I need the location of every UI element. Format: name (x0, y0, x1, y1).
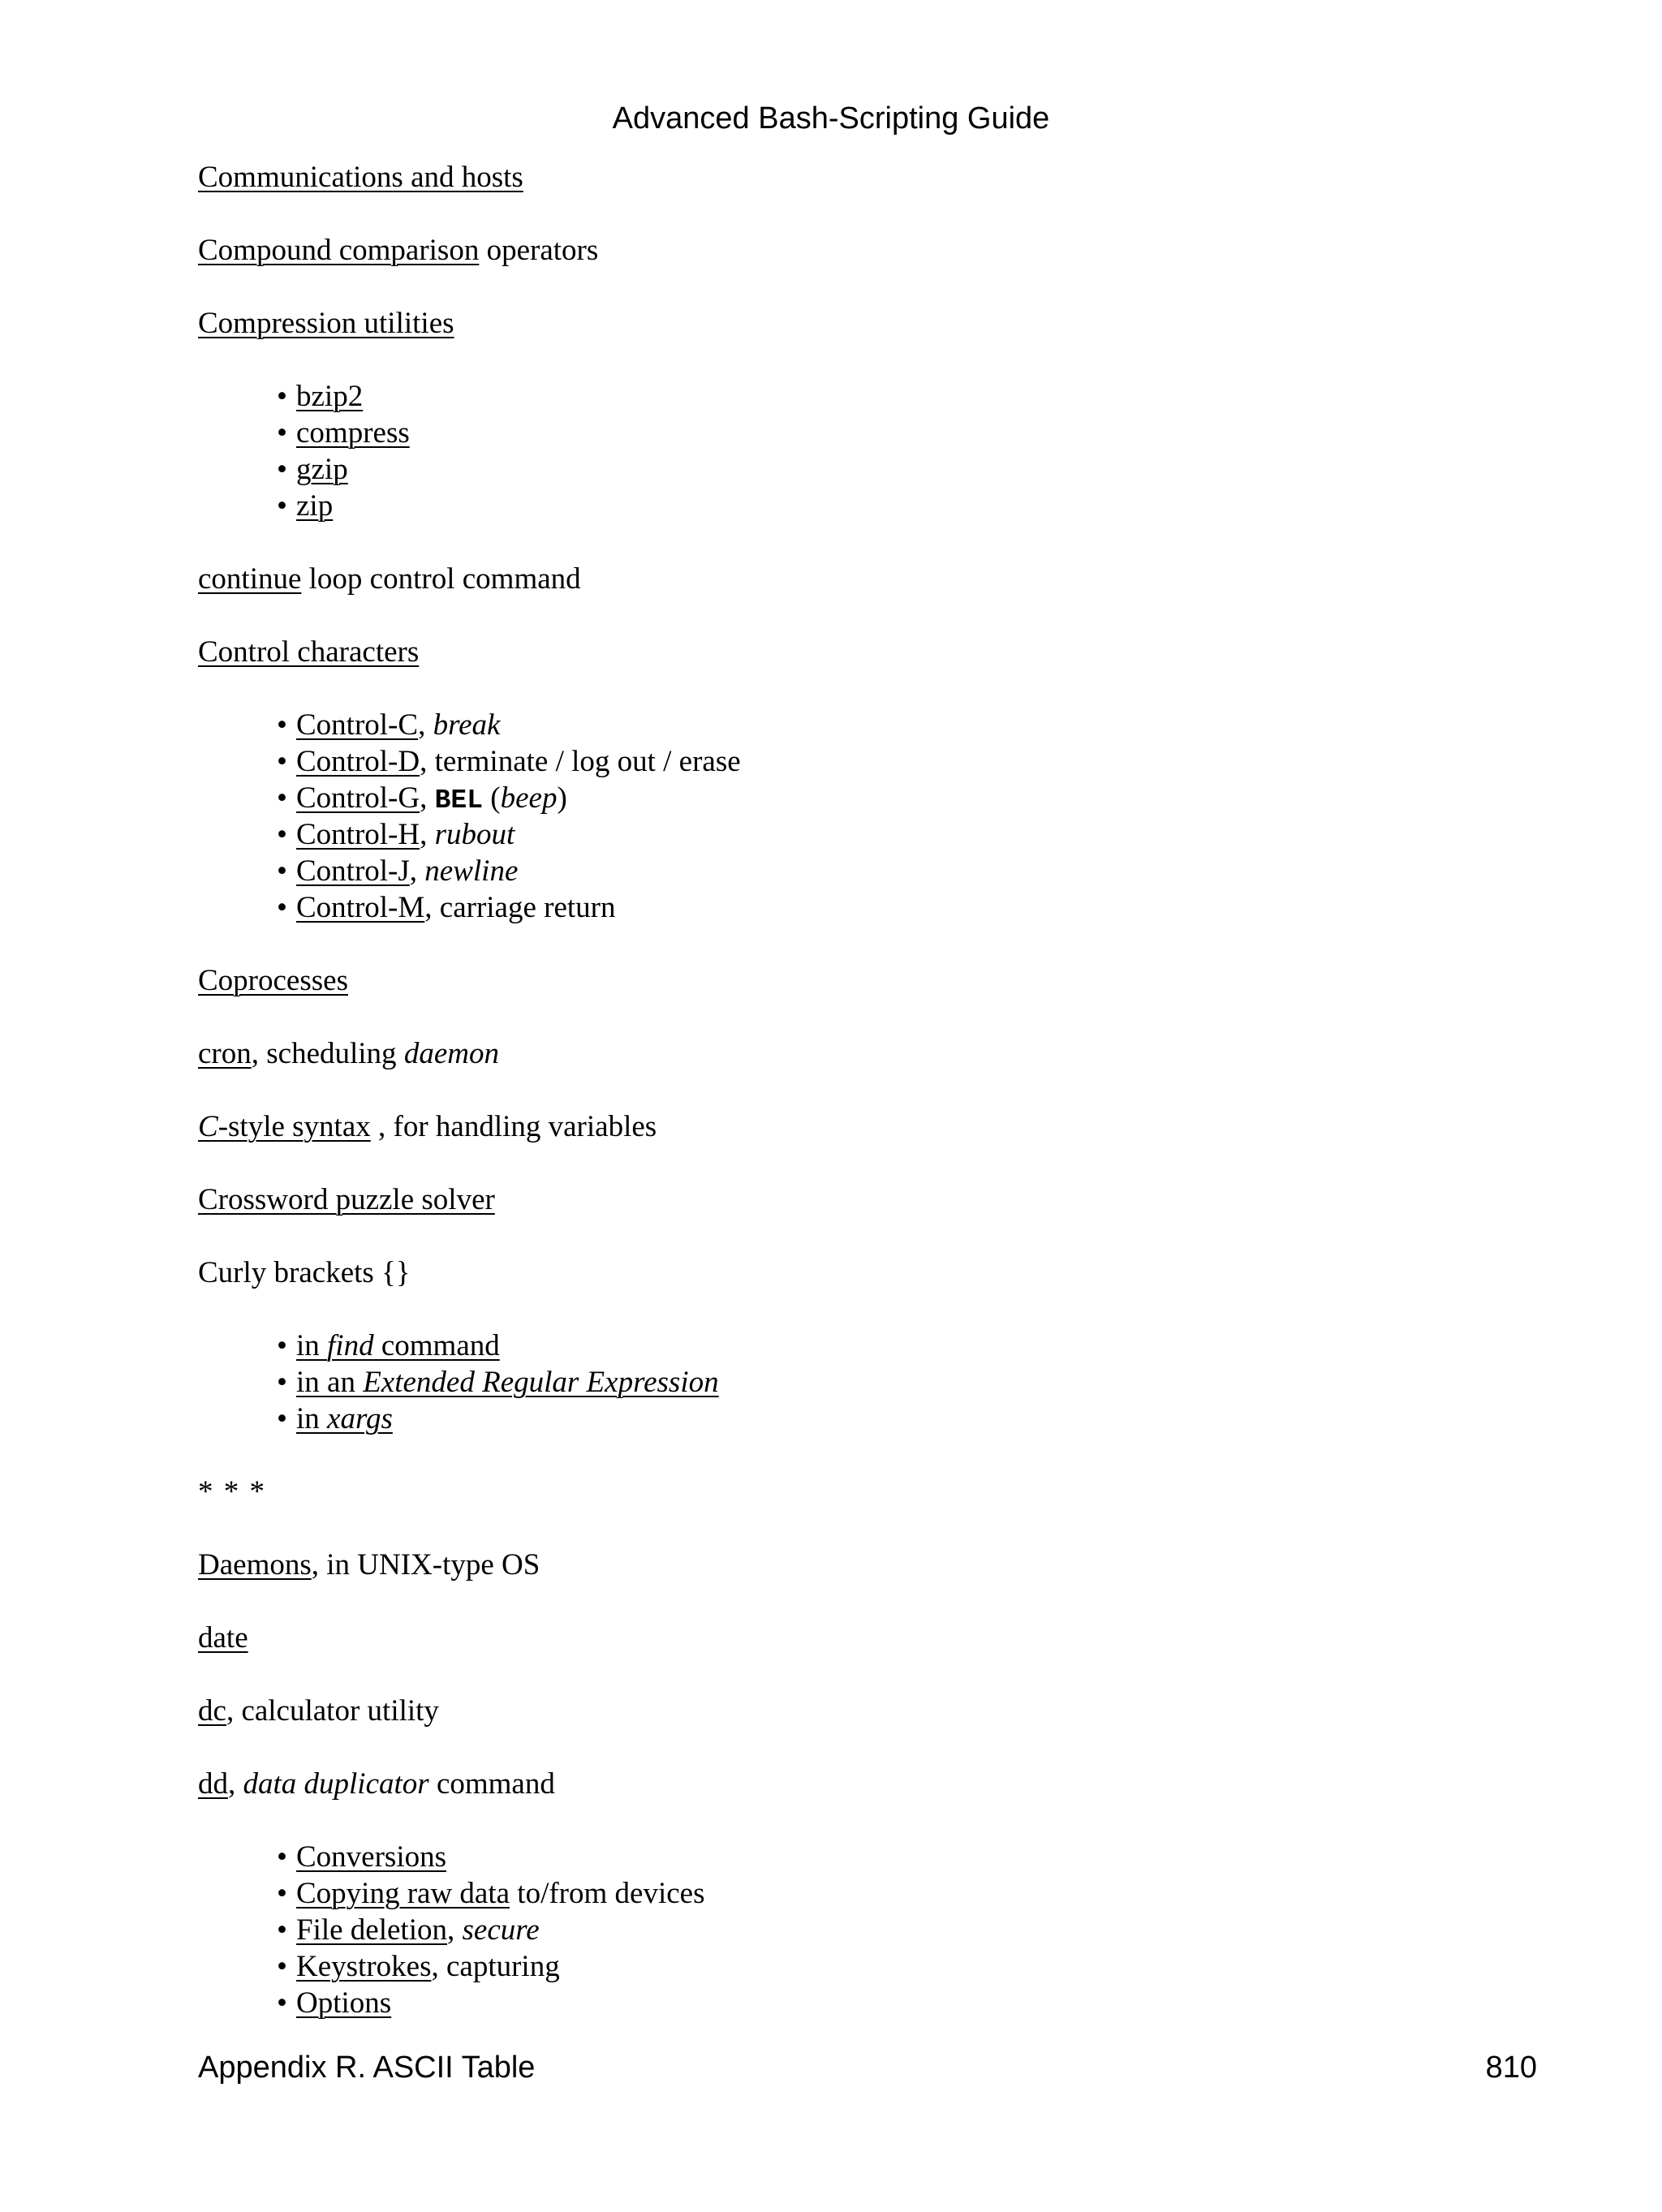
dd-options-link[interactable]: Options (296, 1986, 392, 2020)
curly-brackets-sublist (198, 1328, 1545, 1437)
list-item (277, 1985, 1545, 2021)
link-prefix: in (296, 1402, 328, 1435)
list-item (277, 707, 1545, 743)
daemons-text: , in UNIX-type OS (311, 1548, 540, 1582)
index-entry-crossword (198, 1181, 1545, 1218)
index-entry-control-characters (198, 634, 1545, 670)
separator-text: , (418, 708, 433, 742)
list-item (277, 378, 1545, 415)
dd-deletion-em: secure (462, 1913, 540, 1947)
paren-open: ( (483, 781, 501, 815)
coprocesses-link[interactable]: Coprocesses (198, 964, 348, 997)
dd-copying-text: to/from devices (510, 1877, 705, 1910)
bullet-icon: • (277, 745, 287, 778)
dd-deletion-link[interactable]: File deletion (296, 1913, 447, 1947)
index-entry-compound-comparison (198, 232, 1545, 269)
index-entry-coprocesses (198, 962, 1545, 999)
bullet-icon: • (277, 1986, 287, 2020)
bullet-icon: • (277, 1913, 287, 1947)
c-style-syntax-link[interactable] (198, 1110, 371, 1143)
dc-link[interactable]: dc (198, 1694, 226, 1728)
cron-link[interactable]: cron (198, 1037, 252, 1070)
c-letter: C (198, 1110, 218, 1143)
list-item (277, 488, 1545, 524)
list-item (277, 1839, 1545, 1875)
bel-code: BEL (434, 785, 484, 816)
curly-find-link[interactable] (296, 1329, 500, 1362)
dd-copying-link[interactable]: Copying raw data (296, 1877, 510, 1910)
dc-text: , calculator utility (226, 1694, 439, 1728)
control-h-link[interactable]: Control-H (296, 818, 420, 851)
bullet-icon: • (277, 1840, 287, 1874)
list-item (277, 1401, 1545, 1437)
dd-em: data duplicator (243, 1767, 429, 1801)
bullet-icon: • (277, 1402, 287, 1435)
paren-close: ) (557, 781, 567, 815)
list-item (277, 1948, 1545, 1985)
index-entry-compression (198, 305, 1545, 342)
control-j-link[interactable]: Control-J (296, 854, 410, 888)
continue-text: loop control command (301, 562, 581, 596)
bullet-icon: • (277, 453, 287, 486)
index-entry-dc (198, 1693, 1545, 1729)
list-item (277, 816, 1545, 853)
control-c-link[interactable]: Control-C (296, 708, 419, 742)
bullet-icon: • (277, 1877, 287, 1910)
control-h-desc: rubout (434, 818, 515, 851)
list-item (277, 1364, 1545, 1401)
index-entry-daemons (198, 1547, 1545, 1583)
footer-section: Appendix R. ASCII Table (198, 2051, 536, 2085)
communications-link[interactable]: Communications and hosts (198, 161, 523, 194)
separator-text: , (420, 781, 435, 815)
separator-text: , (228, 1767, 243, 1801)
index-entry-c-style (198, 1108, 1545, 1145)
bullet-icon: • (277, 708, 287, 742)
compression-utilities-link[interactable]: Compression utilities (198, 307, 454, 340)
cron-text: , scheduling (251, 1037, 404, 1070)
dd-text: command (428, 1767, 555, 1801)
c-style-label: -style syntax (217, 1110, 371, 1143)
control-d-link[interactable]: Control-D (296, 745, 420, 778)
control-characters-link[interactable]: Control characters (198, 635, 420, 669)
dd-sublist (198, 1839, 1545, 2021)
compound-comparison-link[interactable]: Compound comparison (198, 234, 480, 267)
bullet-icon: • (277, 781, 287, 815)
link-suffix: command (373, 1329, 500, 1362)
dd-keystrokes-text: , capturing (431, 1950, 560, 1983)
index-content (198, 159, 1545, 2058)
control-characters-sublist (198, 707, 1545, 926)
crossword-link[interactable]: Crossword puzzle solver (198, 1183, 495, 1216)
bullet-icon: • (277, 1366, 287, 1399)
bzip2-link[interactable]: bzip2 (296, 380, 364, 413)
list-item (277, 451, 1545, 488)
page-header: Advanced Bash-Scripting Guide (612, 101, 1050, 136)
list-item (277, 1328, 1545, 1364)
footer-page-number: 810 (1485, 2051, 1537, 2085)
list-item (277, 1875, 1545, 1912)
separator-text: , (409, 854, 425, 888)
dd-link[interactable]: dd (198, 1767, 228, 1801)
list-item (277, 780, 1545, 816)
find-em: find (327, 1329, 374, 1362)
date-link[interactable]: date (198, 1621, 248, 1655)
index-entry-curly-brackets (198, 1254, 1545, 1291)
bullet-icon: • (277, 818, 287, 851)
index-entry-date (198, 1620, 1545, 1656)
compression-sublist (198, 378, 1545, 524)
continue-link[interactable]: continue (198, 562, 302, 596)
index-entry-dd (198, 1766, 1545, 1802)
control-g-link[interactable]: Control-G (296, 781, 420, 815)
ere-em: Extended Regular Expression (363, 1366, 719, 1399)
bullet-icon: • (277, 416, 287, 450)
bullet-icon: • (277, 380, 287, 413)
index-entry-cron (198, 1035, 1545, 1072)
list-item (277, 853, 1545, 889)
xargs-em: xargs (327, 1402, 393, 1435)
separator-text: , (420, 818, 435, 851)
bullet-icon: • (277, 1329, 287, 1362)
curly-xargs-link[interactable] (296, 1402, 393, 1435)
section-separator: * * * (198, 1475, 266, 1508)
list-item (277, 743, 1545, 780)
bullet-icon: • (277, 854, 287, 888)
index-entry-communications (198, 159, 1545, 196)
zip-link[interactable]: zip (296, 489, 334, 523)
daemons-link[interactable]: Daemons (198, 1548, 312, 1582)
dd-keystrokes-link[interactable]: Keystrokes (296, 1950, 432, 1983)
compound-comparison-text: operators (479, 234, 599, 267)
control-m-desc: , carriage return (424, 891, 616, 924)
index-entry-continue (198, 561, 1545, 597)
compress-link[interactable]: compress (296, 416, 410, 450)
link-prefix: in (296, 1329, 328, 1362)
bullet-icon: • (277, 891, 287, 924)
bullet-icon: • (277, 1950, 287, 1983)
control-d-desc: , terminate / log out / erase (420, 745, 741, 778)
list-item (277, 889, 1545, 926)
control-m-link[interactable]: Control-M (296, 891, 425, 924)
curly-ere-link[interactable] (296, 1366, 719, 1399)
control-c-desc: break (433, 708, 501, 742)
separator-text: , (447, 1913, 463, 1947)
dd-conversions-link[interactable]: Conversions (296, 1840, 446, 1874)
gzip-link[interactable]: gzip (296, 453, 348, 486)
bullet-icon: • (277, 489, 287, 523)
list-item (277, 1912, 1545, 1948)
c-style-text: , for handling variables (370, 1110, 657, 1143)
control-j-desc: newline (424, 854, 519, 888)
control-g-desc: beep (500, 781, 558, 815)
link-prefix: in an (296, 1366, 364, 1399)
curly-brackets-text: Curly brackets {} (198, 1256, 411, 1289)
cron-daemon-text: daemon (403, 1037, 499, 1070)
list-item (277, 415, 1545, 451)
